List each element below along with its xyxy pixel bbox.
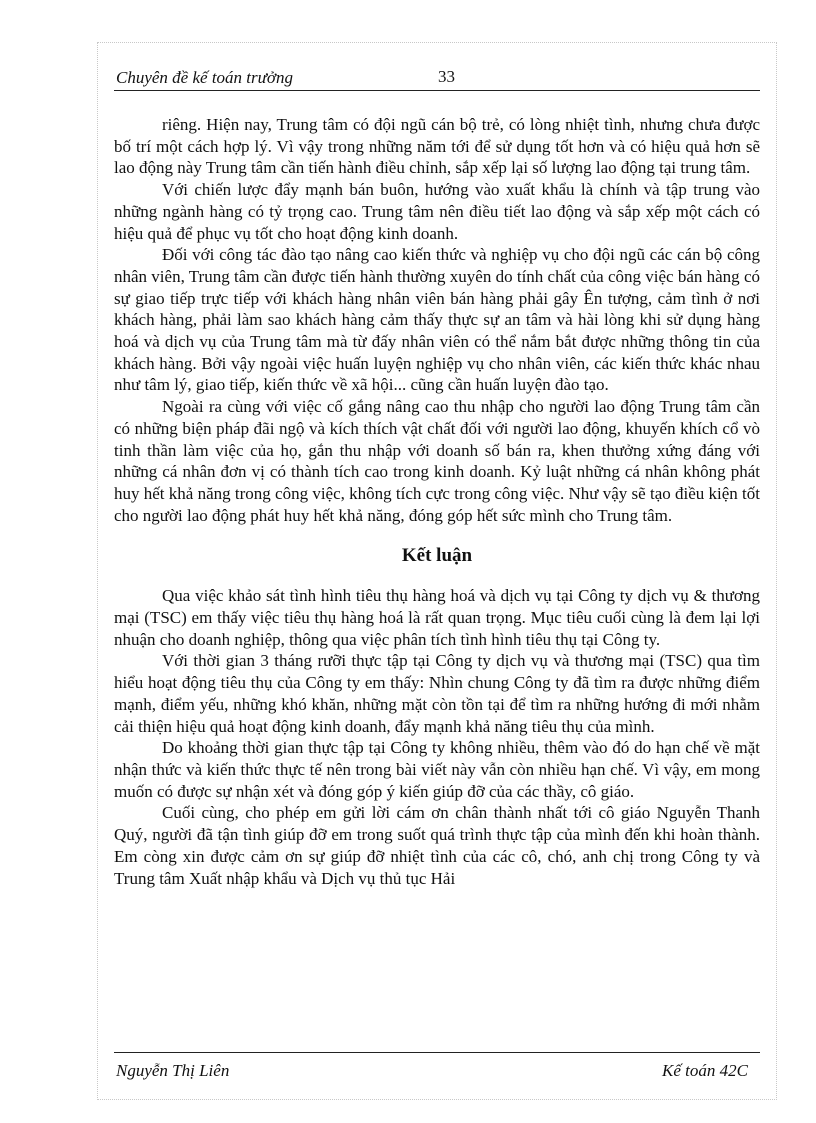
paragraph: Ngoài ra cùng với việc cố gắng nâng cao thu nhập cho người lao động Trung tâm cần có những biện pháp đãi ngộ và kích thích vật chất đối với người lao động, khuyến khích cổ vò tinh thần làm việc của họ, gắn thu nhập với doanh số bán ra, khen thưởng xứng đáng với những cá nhân đơn vị có thành tích cao trong kinh doanh. Kỷ luật những cá nhân không phát huy hết khả năng trong công việc, không tích cực trong công việc. Như vậy sẽ tạo điều kiện tốt cho người lao động phát huy hết khả năng, đóng góp hết sức mình cho Trung tâm.	[114, 397, 760, 525]
paragraph: Với thời gian 3 tháng rưỡi thực tập tại Công ty dịch vụ và thương mại (TSC) qua tìm hiểu hoạt động tiêu thụ của Công ty em thấy: Nhìn chung Công ty đã tìm ra được những điểm mạnh, điểm yếu, những khó khăn, những mặt còn tồn tại để tìm ra những hướng đi mới nhằm cải thiện hiệu quả hoạt động kinh doanh, đẩy mạnh khả năng tiêu thụ của mình.	[114, 651, 760, 736]
page-footer	[114, 1052, 760, 1083]
document-title: Chuyên đề kế toán trưởng	[116, 68, 293, 87]
paragraph: Cuối cùng, cho phép em gửi lời cám ơn chân thành nhất tới cô giáo Nguyễn Thanh Quý, người đã tận tình giúp đỡ em trong suốt quá trình thực tập của mình đến khi hoàn thành. Em còng xin được cảm ơn sự giúp đỡ nhiệt tình của các cô, chó, anh chị trong Công ty và Trung tâm Xuất nhập khẩu và Dịch vụ thủ tục Hải	[114, 803, 760, 888]
section-heading: Kết luận	[401, 545, 473, 567]
paragraph: Với chiến lược đẩy mạnh bán buôn, hướng vào xuất khẩu là chính và tập trung vào những ngành hàng có tỷ trọng cao. Trung tâm nên điều tiết lao động và sắp xếp một cách có hiệu quả để phục vụ tốt cho hoạt động kinh doanh.	[114, 180, 760, 243]
paragraph: Qua việc khảo sát tình hình tiêu thụ hàng hoá và dịch vụ tại Công ty dịch vụ & thương mại (TSC) em thấy việc tiêu thụ hàng hoá là rất quan trọng. Mục tiêu cuối cùng là đem lại lợi nhuận cho doanh nghiệp, thông qua việc phân tích tình hình tiêu thụ tại Công ty.	[114, 586, 760, 649]
paragraph: riêng. Hiện nay, Trung tâm có đội ngũ cán bộ trẻ, có lòng nhiệt tình, nhưng chưa được bố trí một cách hợp lý. Vì vậy trong những năm tới để sử dụng tốt hơn và có hiệu quả hơn sẽ lao động này Trung tâm cần tiến hành điều chỉnh, sắp xếp lại số lượng lao động tại trung tâm.	[114, 115, 760, 178]
page-header	[114, 64, 760, 91]
document-body	[114, 114, 760, 889]
page-number: 33	[438, 67, 455, 86]
author-name: Nguyễn Thị Liên	[116, 1061, 230, 1080]
paragraph: Do khoảng thời gian thực tập tại Công ty không nhiều, thêm vào đó do hạn chế về mặt nhận thức và kiến thức thực tế nên trong bài viết này vẫn còn nhiều hạn chế. Vì vậy, em mong muốn có được sự nhận xét và đóng góp ý kiến giúp đỡ của các thầy, cô giáo.	[114, 738, 760, 801]
class-name: Kế toán 42C	[662, 1061, 748, 1080]
paragraph: Đối với công tác đào tạo nâng cao kiến thức và nghiệp vụ cho đội ngũ các cán bộ công nhân viên, Trung tâm cần được tiến hành thường xuyên do tính chất của công việc bán hàng có sự giao tiếp trực tiếp với khách hàng nhân viên bán hàng phải gây Ên tượng, cảm tình ở nơi khách hàng, phải làm sao khách hàng cảm thấy thực sự an tâm và hài lòng khi sử dụng hàng hoá và dịch vụ của Trung tâm mà từ đấy nhân viên có thể nắm bắt được những thông tin của khách hàng. Bởi vậy ngoài việc huấn luyện nghiệp vụ cho nhân viên, các kiến thức khác nhau như tâm lý, giao tiếp, kiến thức về xã hội... cũng cần huấn luyện đào tạo.	[114, 245, 760, 395]
